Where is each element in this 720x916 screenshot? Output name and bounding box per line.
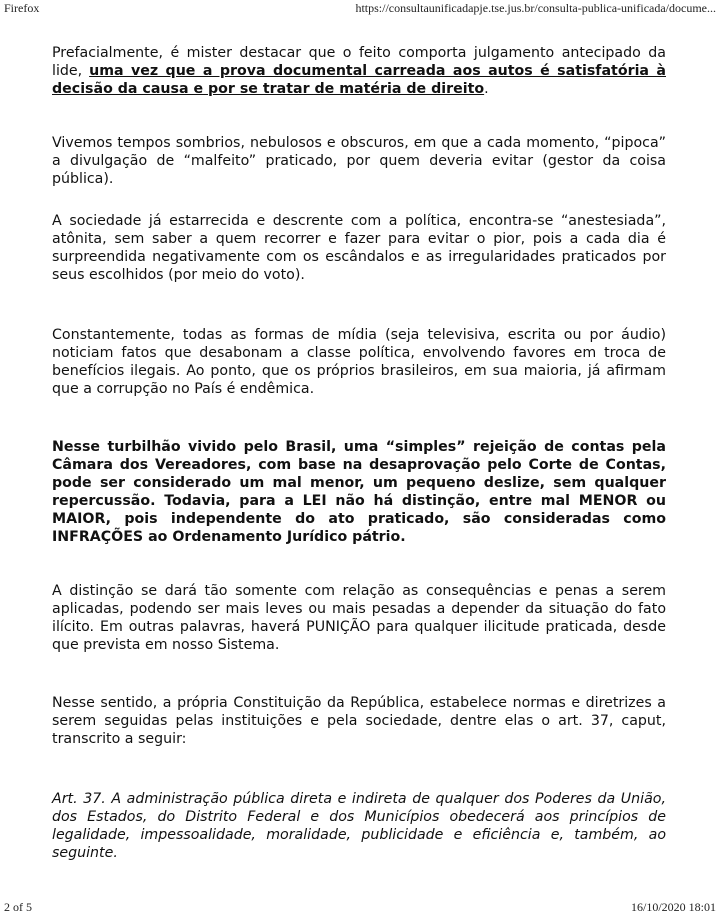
article-37-quote: Art. 37. A administração pública direta e indireta de qualquer dos Poderes da União, dos Estados, do Distrito Federal e dos Municípios obedecerá aos princípios de legalidade, impessoalidade, moralidade, publicidade e eficiência e, também, ao seguinte. bbox=[52, 791, 666, 861]
print-timestamp: 16/10/2020 18:01 bbox=[630, 900, 716, 914]
page-indicator: 2 of 5 bbox=[4, 900, 32, 914]
paragraph-constitution: Nesse sentido, a própria Constituição da República, estabelece normas e diretrizes a serem seguidas pelas instituições e pela sociedade, dentre elas o art. 37, caput, transcrito a seguir: bbox=[52, 695, 666, 747]
print-header bbox=[0, 0, 720, 16]
paragraph-account-rejection: Nesse turbilhão vivido pelo Brasil, uma “simples” rejeição de contas pela Câmara dos Vereadores, com base na desaprovação pelo Corte de Contas, pode ser considerado um mal menor, um pequeno deslize, sem qualquer repercussão. Todavia, para a LEI não há distinção, entre mal MENOR ou MAIOR, pois independente do ato praticado, são consideradas como INFRAÇÕES ao Ordenamento Jurídico pátrio. bbox=[52, 439, 666, 545]
paragraph-distinction: A distinção se dará tão somente com relação as consequências e penas a serem aplicadas, podendo ser mais leves ou mais pesadas a depender da situação do fato ilícito. Em outras palavras, haverá PUNIÇÃO para qualquer ilicitude praticada, desde que prevista em nosso Sistema. bbox=[52, 583, 666, 653]
browser-name: Firefox bbox=[4, 1, 40, 15]
paragraph-preliminary-lead: Prefacialmente, é mister destacar que o feito comporta julgamento antecipado da lide, bbox=[52, 45, 666, 79]
print-footer bbox=[0, 900, 720, 916]
paragraph-media: Constantemente, todas as formas de mídia (seja televisiva, escrita ou por áudio) noticiam fatos que desabonam a classe política, envolvendo favores em troca de benefícios ilegais. Ao ponto, que os próprios brasileiros, em sua maioria, já afirmam que a corrupção no País é endêmica. bbox=[52, 327, 666, 397]
document-url: https://consultaunificadapje.tse.jus.br/consulta-publica-unificada/docume... bbox=[355, 1, 716, 15]
paragraph-preliminary-emphasis: uma vez que a prova documental carreada aos autos é satisfatória à decisão da causa e por se tratar de matéria de direito bbox=[52, 63, 666, 97]
paragraph-society: A sociedade já estarrecida e descrente com a política, encontra-se “anestesiada”, atônita, sem saber a quem recorrer e fazer para evitar o pior, pois a cada dia é surpreendida negativamente com os escândalos e as irregularidades praticados por seus escolhidos (por meio do voto). bbox=[52, 213, 666, 283]
paragraph-dark-times: Vivemos tempos sombrios, nebulosos e obscuros, em que a cada momento, “pipoca” a divulgação de “malfeito” praticado, por quem deveria evitar (gestor da coisa pública). bbox=[52, 135, 666, 187]
paragraph-preliminary bbox=[52, 44, 666, 98]
paragraph-preliminary-tail: . bbox=[484, 81, 489, 97]
